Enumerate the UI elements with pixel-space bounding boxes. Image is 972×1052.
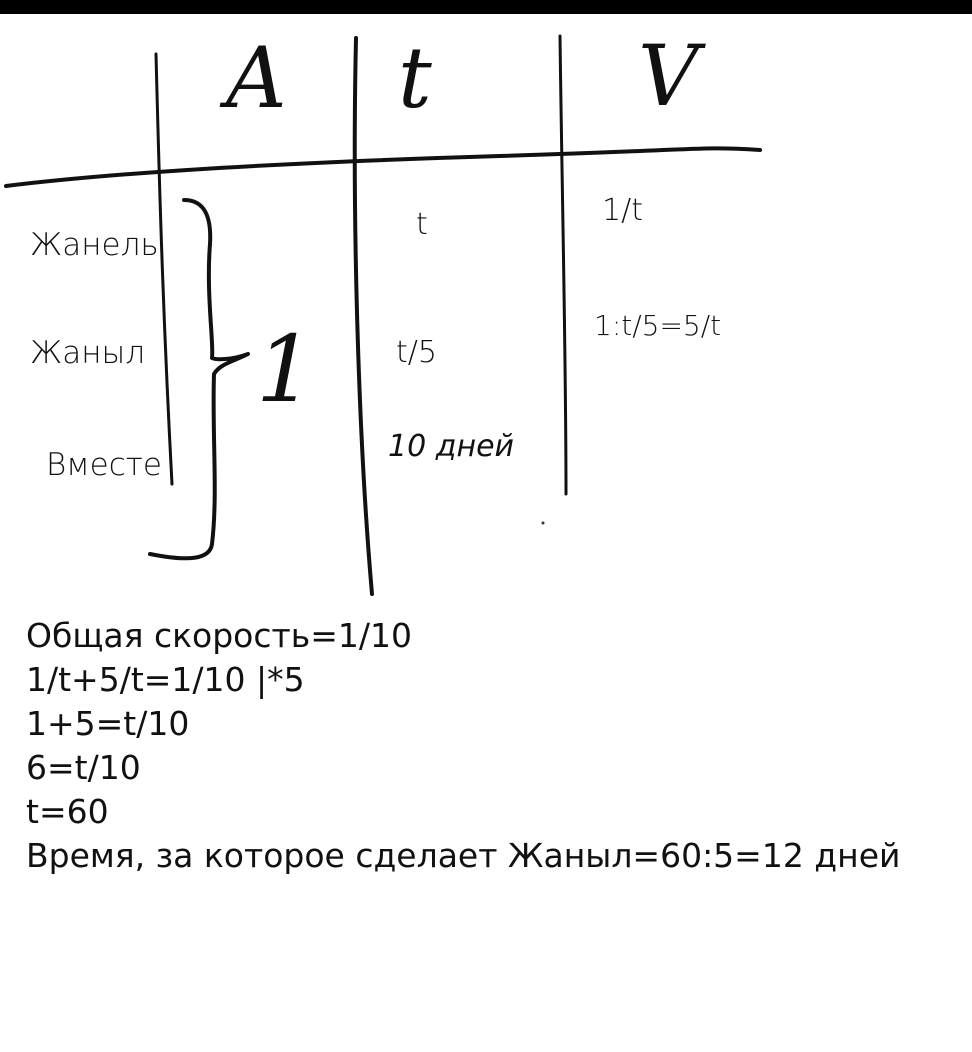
column-divider-1 xyxy=(156,54,172,484)
column-divider-2 xyxy=(355,38,372,594)
solution-line: Время, за которое сделает Жаныл=60:5=12 дней xyxy=(26,836,901,875)
work-value-one: 1 xyxy=(256,316,315,423)
stray-dot xyxy=(542,522,545,525)
cell-t-zhanel: t xyxy=(416,207,428,242)
solution-line: t=60 xyxy=(26,792,109,831)
header-a: A xyxy=(226,29,285,127)
header-v: V xyxy=(638,27,697,125)
cell-t-zhanyl: t/5 xyxy=(396,335,437,370)
curly-brace xyxy=(150,200,248,558)
cell-v-zhanel: 1/t xyxy=(602,193,643,228)
handwritten-sheet xyxy=(0,14,972,1052)
cell-t-together: 10 дней xyxy=(388,429,515,464)
top-black-bar xyxy=(0,0,972,14)
header-divider-line xyxy=(6,148,760,186)
solution-block xyxy=(26,614,900,878)
solution-line: 1+5=t/10 xyxy=(26,704,190,743)
row-label-zhanel: Жанель xyxy=(30,227,159,263)
header-t: t xyxy=(398,29,430,127)
solution-line: 6=t/10 xyxy=(26,748,141,787)
row-label-together: Вместе xyxy=(46,447,162,483)
cell-v-zhanyl: 1:t/5=5/t xyxy=(594,309,722,342)
solution-line: Общая скорость=1/10 xyxy=(26,616,412,655)
table-grid xyxy=(0,14,972,1052)
solution-line: 1/t+5/t=1/10 |*5 xyxy=(26,660,305,699)
row-label-zhanyl: Жаныл xyxy=(30,335,146,371)
column-divider-3 xyxy=(560,36,566,494)
